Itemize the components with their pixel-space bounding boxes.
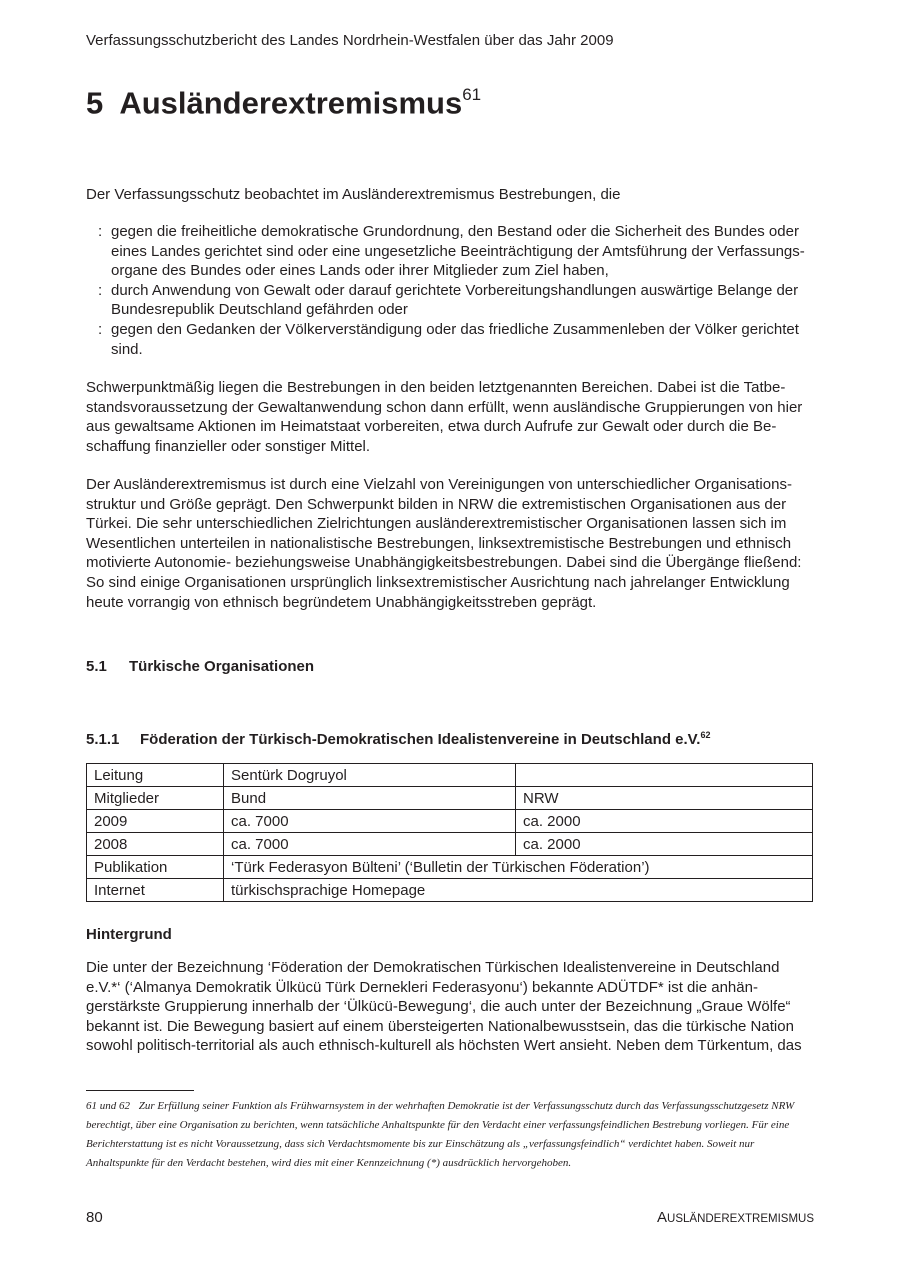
table-cell: ca. 7000 [224,833,516,856]
list-item-text: durch Anwendung von Gewalt oder darauf gerichtete Vorbereitungshandlungen auswärtige Belange der Bundesrepublik Deutschland gefährden oder [111,281,799,319]
table-row [87,879,813,902]
table-cell: ‘Türk Federasyon Bülteni’ (‘Bulletin der Türkischen Föderation’) [224,856,813,879]
section-heading [86,657,314,677]
table-row [87,856,813,879]
running-header: Verfassungsschutzbericht des Landes Nordrhein-Westfalen über das Jahr 2009 [86,32,614,49]
footnote-divider [86,1090,194,1091]
page-number: 80 [86,1209,103,1226]
table-cell: 2008 [87,833,224,856]
table-cell: Bund [224,787,516,810]
table-row [87,764,813,787]
footnote-ref: 61 [462,85,482,104]
organization-info-table [86,763,813,902]
list-item [86,222,816,281]
section-title: Türkische Organisationen [129,658,315,675]
subsection-heading [86,725,710,750]
hintergrund-heading: Hintergrund [86,926,172,943]
running-footer-initial: A [657,1209,668,1226]
running-footer [657,1209,814,1226]
footnote-ref: 62 [700,730,711,740]
chapter-title-text: Ausländerextremismus [119,85,463,121]
table-cell: Leitung [87,764,224,787]
table-cell: NRW [516,787,813,810]
subsection-title: Föderation der Türkisch-Demokratischen Idealistenvereine in Deutschland e.V. [140,731,701,748]
list-item-text: gegen die freiheitliche demokratische Grundordnung, den Bestand oder die Sicherheit des Bundes oder eines Landes gerichtet sind oder eine ungesetzliche Beeinträchtigung der Amtsführung der Verfassungsorgane des Bundes oder eines Lands oder ihrer Mitglieder zum Ziel haben, [111,223,805,280]
bullet-marker: : [98,223,103,240]
paragraph: Der Ausländerextremismus ist durch eine Vielzahl von Vereinigungen von unterschiedlicher Organisationsstruktur und Größe geprägt. Den Schwerpunkt bilden in NRW die extremistischen Organisationen aus der Türkei. Die sehr unterschiedlichen Zielrichtungen ausländerextremistischer Organisationen lassen sich im Wesentlichen unterteilen in nationalistische Bestrebungen, linksextremistische Bestrebungen und ethnisch motivierte Autonomie- beziehungsweise Unabhängigkeitsbestrebungen. Dabei sind die Übergänge fließend: So sind einige Organisationen ursprünglich linksextremistischer Ausrichtung nach jahrelanger Entwicklung heute vorrangig von ethnisch begründetem Unabhängigkeitsstreben geprägt. [86,476,802,611]
bullet-list [86,222,816,359]
table-cell: Sentürk Dogruyol [224,764,516,787]
list-item-text: gegen den Gedanken der Völkerverständigung oder das friedliche Zusammenleben der Völker gerichtet sind. [111,320,799,358]
list-item [86,320,816,359]
chapter-title [86,76,481,124]
intro-paragraph: Der Verfassungsschutz beobachtet im Ausländerextremismus Bestrebungen, die [86,186,621,203]
table-row [87,833,813,856]
chapter-number: 5 [86,85,104,121]
table-cell: Internet [87,879,224,902]
bullet-marker: : [98,281,103,299]
paragraph: Schwerpunktmäßig liegen die Bestrebungen in den beiden letztgenannten Bereichen. Dabei ist die Tatbestandsvoraussetzung der Gewaltanwendung schon dann erfüllt, wenn ausländische Gruppierungen von hier aus gewaltsame Aktionen im Heimatstaat vorbereiten, etwa durch Aufrufe zur Gewalt oder durch die Beschaffung finanzieller oder sonstiger Mittel. [86,379,803,455]
table-cell: ca. 7000 [224,810,516,833]
table-cell: 2009 [87,810,224,833]
table-cell: türkischsprachige Homepage [224,879,813,902]
footnote [86,1097,816,1173]
subsection-number: 5.1.1 [86,731,120,748]
bullet-marker: : [98,320,103,338]
footnote-text: Zur Erfüllung seiner Funktion als Frühwarnsystem in der wehrhaften Demokratie ist der Verfassungsschutz durch das Verfassungsschutzgesetz NRW berechtigt, über eine Organisation zu berichten, wenn tatsächliche Anhaltspunkte für den Verdacht einer verfassungsfeindlichen Bestrebung vorliegen. Für eine Berichterstattung ist es nicht Voraussetzung, dass sich Verdachtsmomente bis zur Einschätzung als „verfassungsfeindlich“ verdichtet haben. Soweit nur Anhaltspunkte für den Verdacht bestehen, wird dies mit einer Kennzeichnung (*) ausdrücklich hervorgehoben. [86,1100,795,1169]
table-row [87,810,813,833]
section-number: 5.1 [86,658,107,675]
table-cell: Mitglieder [87,787,224,810]
table-cell [516,764,813,787]
table-cell: Publikation [87,856,224,879]
running-footer-rest: USLÄNDEREXTREMISMUS [667,1213,814,1225]
table-cell: ca. 2000 [516,833,813,856]
list-item [86,281,816,320]
footnote-numbers: 61 und 62 [86,1100,130,1112]
paragraph: Die unter der Bezeichnung ‘Föderation der Demokratischen Türkischen Idealistenvereine in Deutschland e.V.*‘ (‘Almanya Demokratik Ülkücü Türk Dernekleri Federasyonu‘) bekannte ADÜTDF* ist die anhängerstärkste Gruppierung innerhalb der ‘Ülkücü-Bewegung‘, die auch unter der Bezeichnung „Graue Wölfe“ bekannt ist. Die Bewegung basiert auf einem übersteigerten Nationalbewusstsein, das die türkische Nation sowohl politisch-territorial als auch ethnisch-kulturell als höchsten Wert ansieht. Neben dem Türkentum, das [86,959,802,1055]
table-row [87,787,813,810]
table-cell: ca. 2000 [516,810,813,833]
